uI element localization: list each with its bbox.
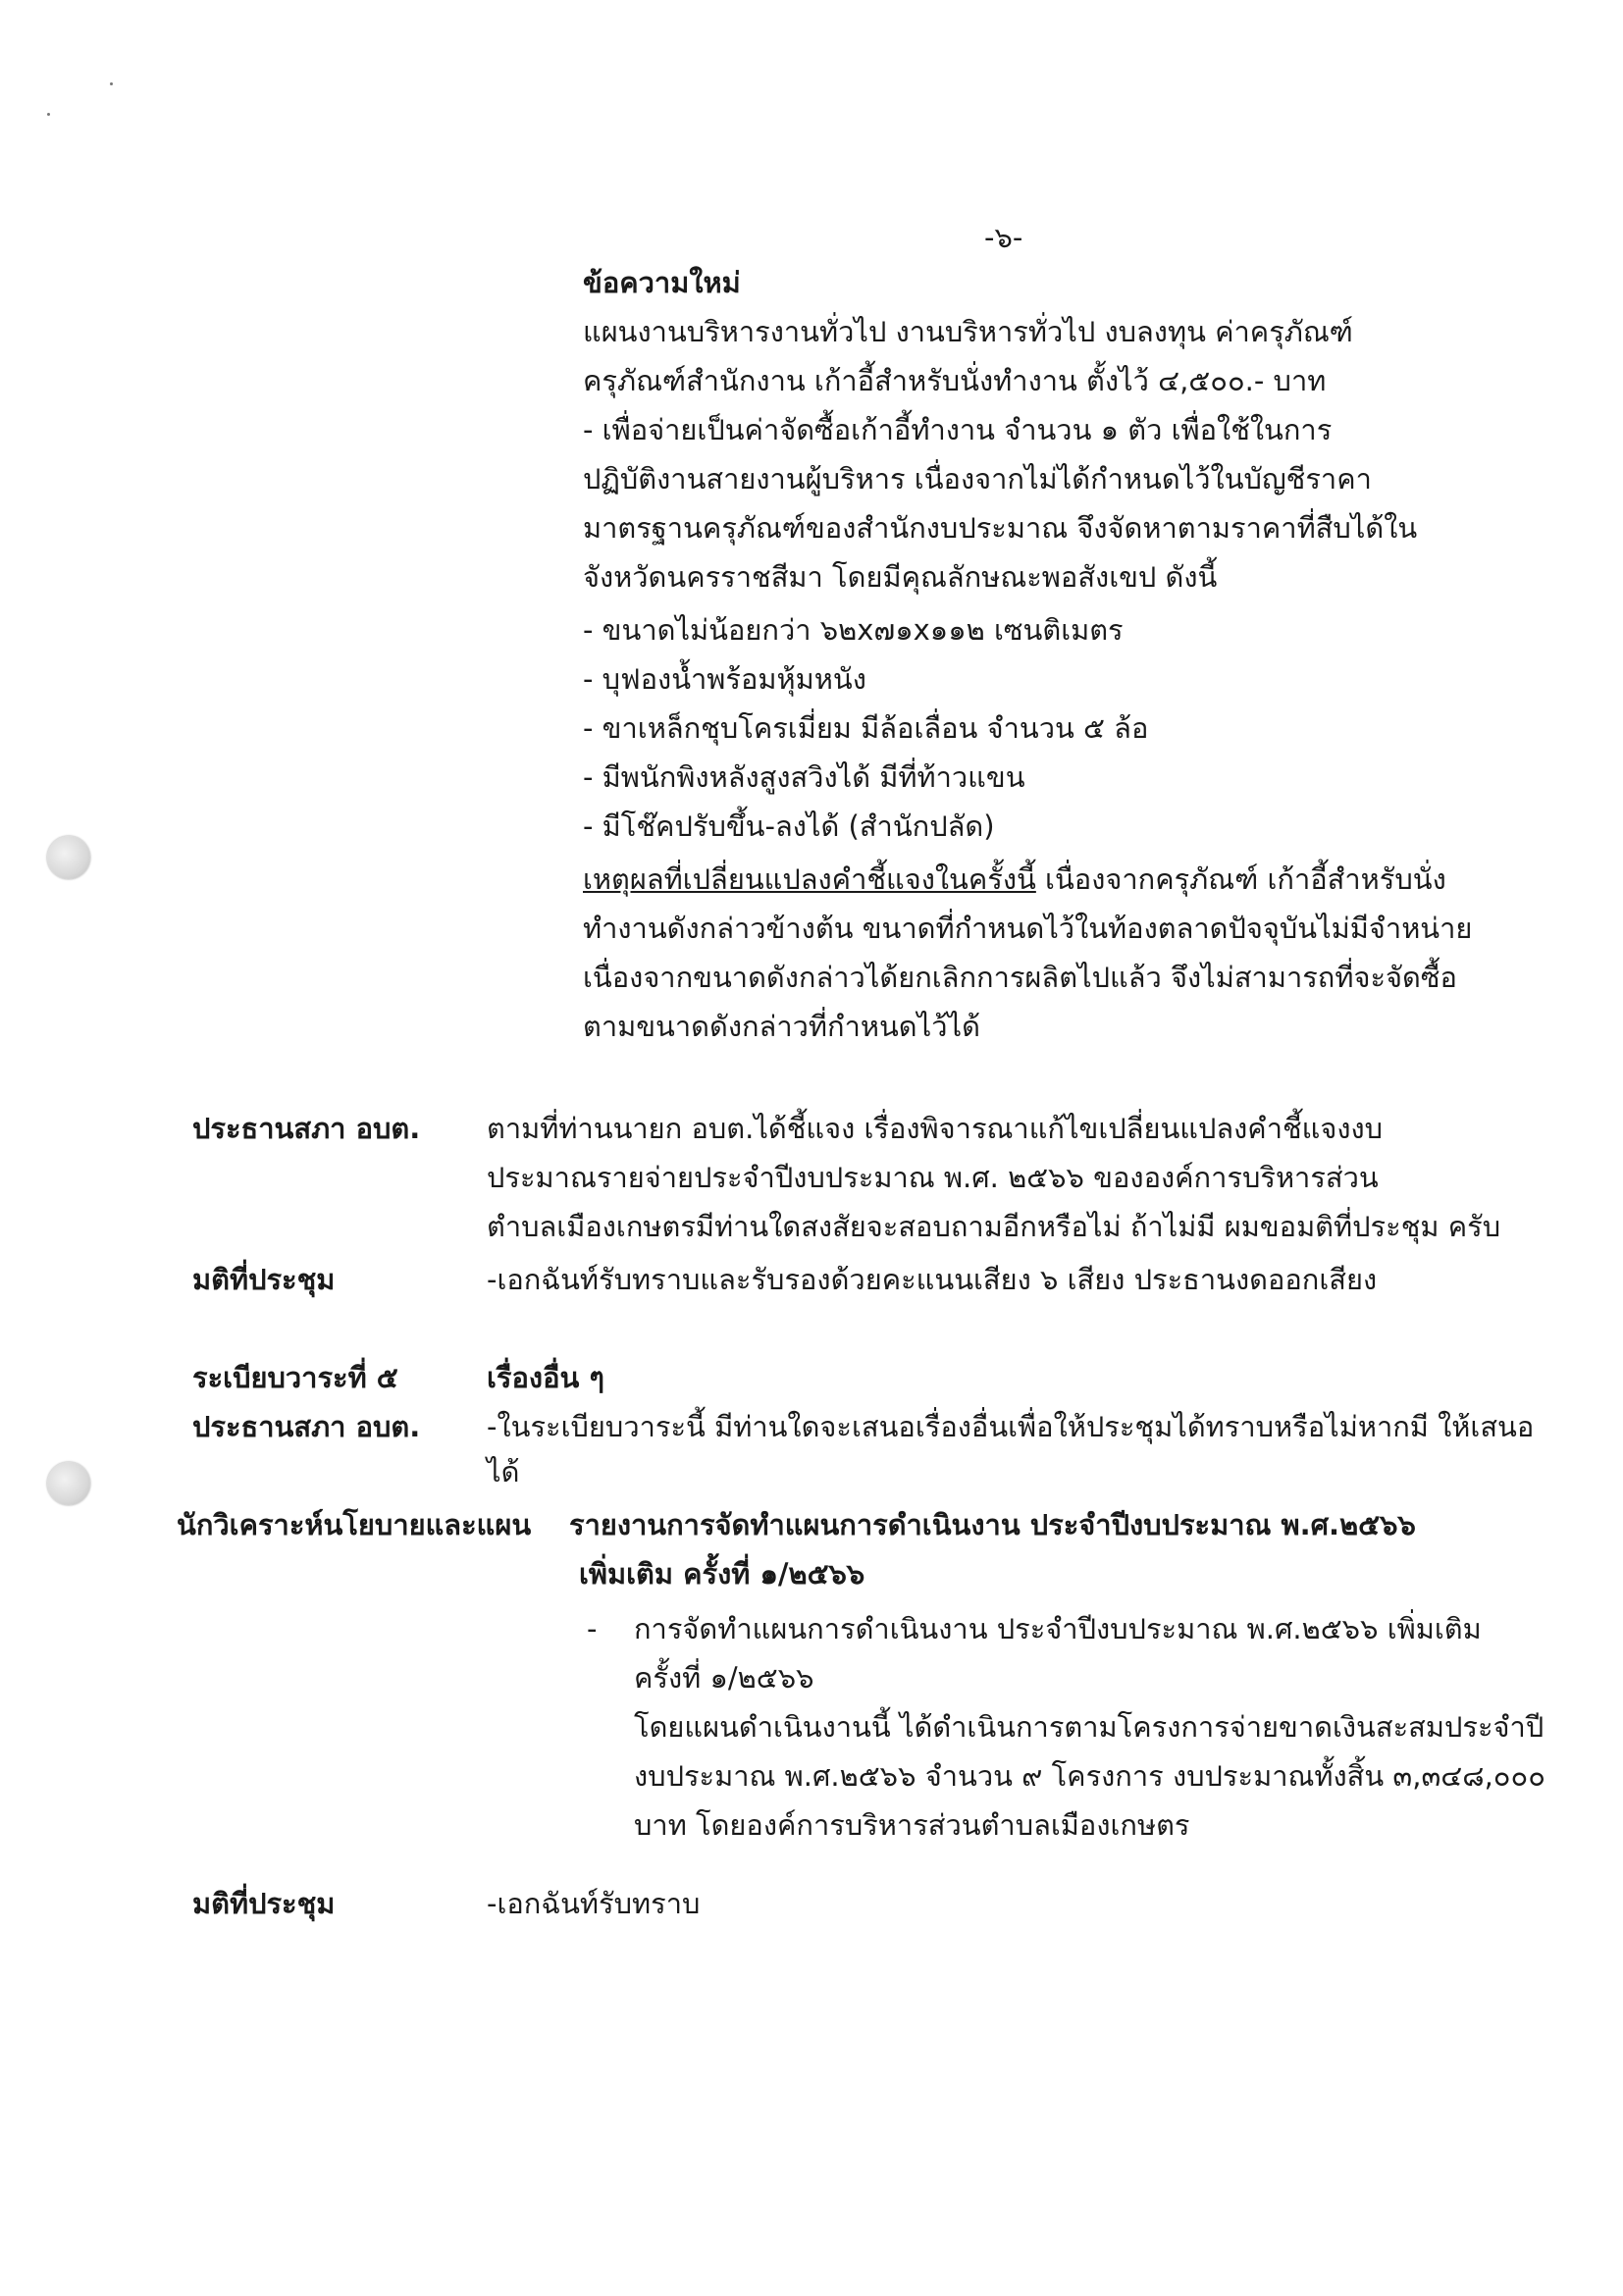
amendment-line: แผนงานบริหารงานทั่วไป งานบริหารทั่วไป งบลงทุน ค่าครุภัณฑ์: [583, 315, 1353, 348]
agenda-label: ระเบียบวาระที่ ๕: [192, 1361, 398, 1394]
agenda-title: เรื่องอื่น ๆ: [487, 1361, 604, 1394]
spec-item: - บุฟองน้ำพร้อมหุ้มหนัง: [583, 662, 866, 696]
reason-line: ตามขนาดดังกล่าวที่กำหนดไว้ได้: [583, 1010, 980, 1043]
scan-speck: [110, 82, 113, 85]
resolution-text: -เอกฉันท์รับทราบและรับรองด้วยคะแนนเสียง ๖ เสียง ประธานงดออกเสียง: [487, 1263, 1378, 1296]
report-line: การจัดทำแผนการดำเนินงาน ประจำปีงบประมาณ พ.ศ.๒๕๖๖ เพิ่มเติม: [634, 1612, 1482, 1645]
spec-item: - ขนาดไม่น้อยกว่า ๖๒x๗๑x๑๑๒ เซนติเมตร: [583, 613, 1124, 647]
amendment-line: มาตรฐานครุภัณฑ์ของสำนักงบประมาณ จึงจัดหาตามราคาที่สืบได้ใน: [583, 511, 1418, 545]
amendment-line: - เพื่อจ่ายเป็นค่าจัดซื้อเก้าอี้ทำงาน จำนวน ๑ ตัว เพื่อใช้ในการ: [583, 413, 1333, 446]
statement-line: ประมาณรายจ่ายประจำปีงบประมาณ พ.ศ. ๒๕๖๖ ขององค์การบริหารส่วน: [487, 1161, 1379, 1194]
speaker-label: ประธานสภา อบต.: [192, 1410, 421, 1443]
reason-line: ทำงานดังกล่าวข้างต้น ขนาดที่กำหนดไว้ในท้องตลาดปัจจุบันไม่มีจำหน่าย: [583, 912, 1473, 945]
statement-line: -ในระเบียบวาระนี้ มีท่านใดจะเสนอเรื่องอื่นเพื่อให้ประชุมได้ทราบหรือไม่หากมี ให้เสนอ: [487, 1410, 1535, 1443]
report-line: บาท โดยองค์การบริหารส่วนตำบลเมืองเกษตร: [634, 1808, 1190, 1842]
page-number: -๖-: [984, 221, 1023, 254]
scan-speck: [47, 113, 50, 116]
report-line: งบประมาณ พ.ศ.๒๕๖๖ จำนวน ๙ โครงการ งบประมาณทั้งสิ้น ๓,๓๔๘,๐๐๐: [634, 1759, 1545, 1793]
report-bullet: -: [587, 1612, 598, 1645]
statement-line: ได้: [487, 1455, 520, 1488]
resolution-text: -เอกฉันท์รับทราบ: [487, 1887, 701, 1920]
spec-item: - ขาเหล็กชุบโครเมี่ยม มีล้อเลื่อน จำนวน ๕ ล้อ: [583, 711, 1149, 745]
punch-hole: [47, 836, 90, 879]
reason-label: เหตุผลที่เปลี่ยนแปลงคำชี้แจงในครั้งนี้: [583, 862, 1036, 896]
report-title: รายงานการจัดทำแผนการดำเนินงาน ประจำปีงบประมาณ พ.ศ.๒๕๖๖: [569, 1508, 1416, 1541]
reason-first-line: [583, 860, 1446, 899]
statement-line: ตำบลเมืองเกษตรมีท่านใดสงสัยจะสอบถามอีกหรือไม่ ถ้าไม่มี ผมขอมติที่ประชุม ครับ: [487, 1210, 1501, 1243]
amendment-line: ครุภัณฑ์สำนักงาน เก้าอี้สำหรับนั่งทำงาน ตั้งไว้ ๔,๕๐๐.- บาท: [583, 364, 1327, 397]
resolution-label: มติที่ประชุม: [192, 1263, 336, 1296]
spec-item: - มีพนักพิงหลังสูงสวิงได้ มีที่ท้าวแขน: [583, 760, 1025, 794]
report-line: โดยแผนดำเนินงานนี้ ได้ดำเนินการตามโครงการจ่ายขาดเงินสะสมประจำปี: [634, 1710, 1544, 1744]
spec-item: - มีโช๊คปรับขึ้น-ลงได้ (สำนักปลัด): [583, 809, 995, 843]
punch-hole: [47, 1462, 90, 1505]
speaker-label: นักวิเคราะห์นโยบายและแผน: [177, 1508, 532, 1541]
amendment-line: ปฏิบัติงานสายงานผู้บริหาร เนื่องจากไม่ได้กำหนดไว้ในบัญชีราคา: [583, 462, 1372, 496]
resolution-label: มติที่ประชุม: [192, 1887, 336, 1920]
reason-line: เนื่องจากขนาดดังกล่าวได้ยกเลิกการผลิตไปแล้ว จึงไม่สามารถที่จะจัดซื้อ: [583, 961, 1457, 994]
reason-first-text: เนื่องจากครุภัณฑ์ เก้าอี้สำหรับนั่ง: [1035, 862, 1446, 896]
amendment-heading: ข้อความใหม่: [583, 266, 741, 299]
report-title: เพิ่มเติม ครั้งที่ ๑/๒๕๖๖: [579, 1557, 865, 1591]
report-line: ครั้งที่ ๑/๒๕๖๖: [634, 1661, 814, 1695]
speaker-label: ประธานสภา อบต.: [192, 1112, 421, 1145]
amendment-line: จังหวัดนครราชสีมา โดยมีคุณลักษณะพอสังเขป ดังนี้: [583, 560, 1218, 594]
statement-line: ตามที่ท่านนายก อบต.ได้ชี้แจง เรื่องพิจารณาแก้ไขเปลี่ยนแปลงคำชี้แจงงบ: [487, 1112, 1384, 1145]
